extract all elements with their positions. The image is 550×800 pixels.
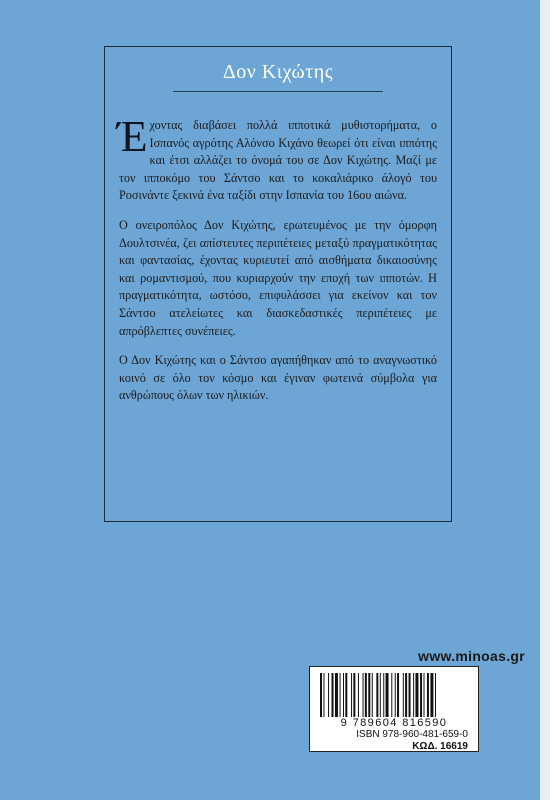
blurb-text	[117, 112, 437, 417]
book-title: Δον Κιχώτης	[222, 61, 334, 83]
barcode-bar	[435, 673, 436, 717]
barcode-number: 9 789604 816590	[340, 717, 448, 729]
barcode-bar	[430, 673, 433, 717]
barcode-bar	[323, 673, 324, 717]
barcode-bar	[351, 673, 352, 717]
barcode-bar	[335, 673, 338, 717]
barcode-bar	[397, 673, 399, 717]
barcode-bar	[420, 673, 422, 717]
paragraph-2: Ο ονειροπόλος Δον Κιχώτης, ερωτευμένος με την όμορφη Δουλτσινέα, ζει απίστευτες περιπέτειες μεταξύ πραγματικότητας και φαντασίας, έχοντας κυριευτεί από αισθήματα δικαιοσύνης και ρομαντισμού, που κυριαρχούν την εποχή των ιπποτών. Η πραγματικότητα, ωστόσο, επιφυλάσσει για εκείνον και τον Σάντσο ατελείωτες και διασκεδαστικές περιπέτειες με απρόβλεπτες συνέπειες.	[119, 217, 437, 338]
paragraph-1-text: χοντας διαβάσει πολλά ιπποτικά μυθιστορήματα, ο Ισπανός αγρότης Αλόνσο Κιχάνο θεωρεί ότι είναι ιππότης και έτσι αλλάζει το όνομά του σε Δον Κιχώτης. Μαζί με τον ιπποκόμο του Σάντσο και το κοκαλιάρικο άλογό του Ροσινάντε ξεκινά ένα ταξίδι στην Ισπανία του 16ου αιώνα.	[119, 118, 437, 203]
blurb-panel	[104, 46, 452, 522]
barcode-bar	[395, 673, 396, 717]
cover-edge-strip	[540, 0, 550, 800]
barcode-bar	[386, 673, 389, 717]
barcode-bar	[380, 673, 381, 717]
barcode-bar	[383, 673, 384, 717]
barcode-bar	[343, 673, 344, 717]
barcode-bar	[405, 673, 407, 717]
barcode-bar	[415, 673, 418, 717]
barcode-bar	[365, 673, 367, 717]
barcode-bar	[372, 673, 373, 717]
publisher-url: www.minoas.gr	[418, 648, 525, 664]
title-divider	[173, 91, 383, 92]
barcode-bar	[328, 673, 329, 717]
product-code: ΚΩΔ. 16619	[412, 741, 468, 752]
barcode-bar	[391, 673, 392, 717]
barcode-bar	[376, 673, 378, 717]
barcode-bar	[403, 673, 404, 717]
barcode-bar	[353, 673, 355, 717]
barcode-bar	[358, 673, 359, 717]
isbn-text: ISBN 978-960-481-659-0	[356, 729, 468, 740]
barcode-bar	[409, 673, 411, 717]
barcode-bar	[345, 673, 347, 717]
barcode-bar	[340, 673, 341, 717]
barcode-bar	[332, 673, 334, 717]
barcode-bar	[320, 673, 322, 717]
barcode-bar	[427, 673, 429, 717]
barcode-bars	[320, 673, 470, 717]
barcode-bar	[363, 673, 364, 717]
paragraph-3: Ο Δον Κιχώτης και ο Σάντσο αγαπήθηκαν από το αναγνωστικό κοινό σε όλο τον κόσμο και έγιναν φωτεινά σύμβολα για ανθρώπους όλων των ηλικιών.	[119, 353, 437, 403]
barcode-bar	[424, 673, 425, 717]
barcode-label	[309, 666, 479, 752]
paragraph-1	[117, 112, 437, 205]
drop-cap: Έ	[117, 112, 148, 161]
barcode-bar	[413, 673, 414, 717]
barcode-bar	[368, 673, 370, 717]
